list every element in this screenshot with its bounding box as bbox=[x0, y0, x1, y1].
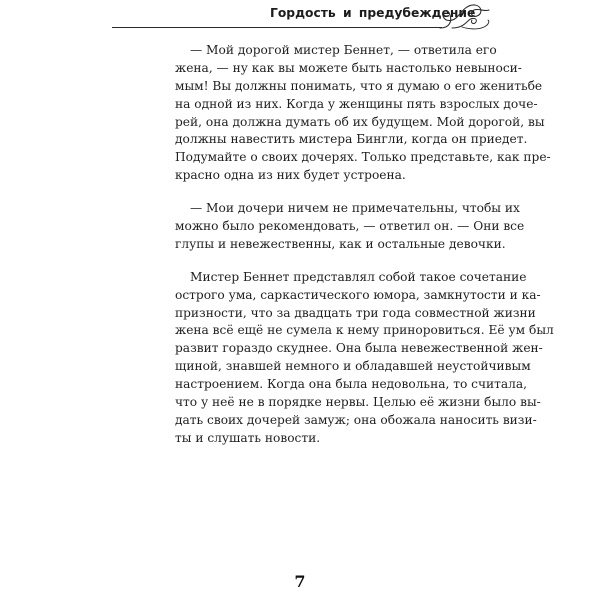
paragraph-3 bbox=[175, 269, 554, 448]
text-line: — Мои дочери ничем не примечательны, чтобы их bbox=[190, 201, 520, 216]
text-line: что у неё не в порядке нервы. Целью её жизни было вы- bbox=[175, 395, 541, 410]
text-line: — Мой дорогой мистер Беннет, — ответила его bbox=[190, 43, 497, 57]
text-line: острого ума, саркастического юмора, замкнутости и ка- bbox=[175, 287, 541, 302]
text-line: глупы и невежественны, как и остальные девочки. bbox=[175, 236, 506, 251]
text-line: рей, она должна думать об их будущем. Мой дорогой, вы bbox=[175, 114, 545, 129]
page-number: 7 bbox=[294, 572, 306, 591]
paragraph-1 bbox=[175, 42, 551, 185]
text-line: Мистер Беннет представлял собой такое сочетание bbox=[190, 269, 527, 284]
text-line: мым! Вы должны понимать, что я думаю о его женитьбе bbox=[175, 78, 543, 93]
text-line: развит гораздо скуднее. Она была невежественной жен- bbox=[175, 341, 543, 356]
text-line: красно одна из них будет устроена. bbox=[175, 168, 406, 183]
text-line: настроением. Когда она была недовольна, то считала, bbox=[175, 377, 528, 392]
text-line: можно было рекомендовать, — ответил он. — Они все bbox=[175, 219, 525, 234]
paragraph-gap bbox=[175, 254, 437, 269]
text-line: жена всё ещё не сумела к нему приноровиться. Её ум был bbox=[175, 323, 554, 338]
header-rule bbox=[112, 27, 442, 28]
page-header bbox=[0, 0, 600, 36]
text-line: призности, что за двадцать три года совместной жизни bbox=[175, 305, 536, 320]
paragraph-gap bbox=[175, 185, 437, 200]
text-line: щиной, знавшей немного и обладавшей неустойчивым bbox=[175, 359, 531, 374]
flourish-icon bbox=[438, 1, 492, 33]
text-line: Подумайте о своих дочерях. Только представьте, как пре- bbox=[175, 150, 551, 165]
body-text bbox=[175, 42, 554, 448]
text-line: должны навестить мистера Бингли, когда он приедет. bbox=[175, 132, 528, 147]
paragraph-2 bbox=[175, 200, 525, 254]
text-line: дать своих дочерей замуж; она обожала наносить визи- bbox=[175, 412, 537, 427]
text-line: на одной из них. Когда у женщины пять взрослых доче- bbox=[175, 96, 538, 111]
text-line: жена, — ну как вы можете быть настолько невыноси- bbox=[175, 60, 522, 75]
text-line: ты и слушать новости. bbox=[175, 430, 321, 445]
running-title: Гордость и предубеждение bbox=[270, 6, 476, 20]
